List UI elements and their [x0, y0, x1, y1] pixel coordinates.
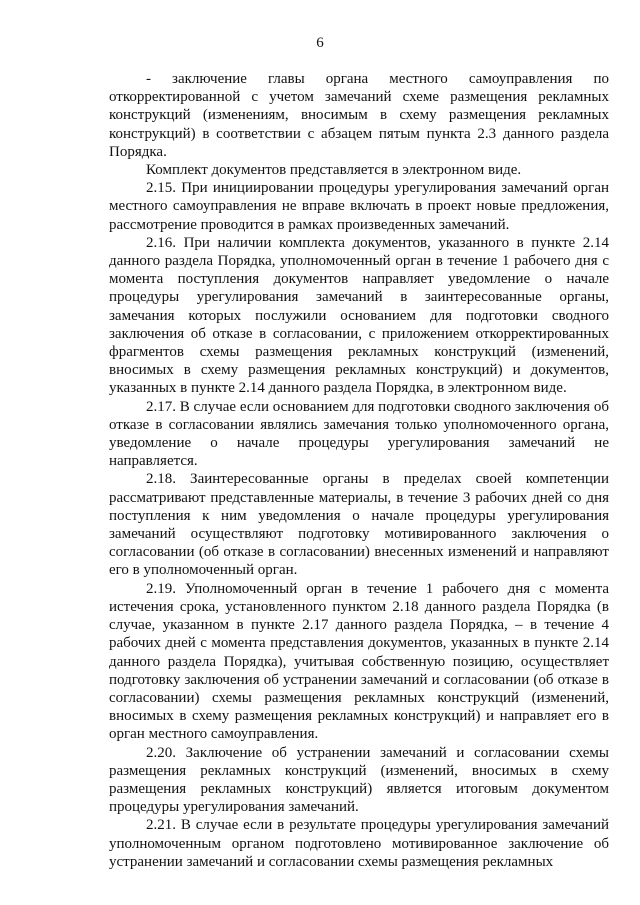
page-number: 6 — [316, 35, 324, 51]
document-body — [109, 70, 609, 871]
paragraph-2-18: 2.18. Заинтересованные органы в пределах своей компетенции рассматривают представленные материалы, в течение 3 рабочих дней со дня поступления к ним уведомления о начале процедуры урегулирования замечаний осуществляют подготовку мотивированного заключения о согласовании (об отказе в согласовании) внесенных изменений и направляют его в уполномоченный орган. — [109, 471, 609, 579]
paragraph-2-20: 2.20. Заключение об устранении замечаний и согласовании схемы размещения рекламных конструкций (изменений, вносимых в схему размещения рекламных конструкций) является итоговым документом процедуры урегулирования замечаний. — [109, 744, 609, 816]
paragraph-2-15: 2.15. При инициировании процедуры урегулирования замечаний орган местного самоуправления не вправе включать в проект новые предложения, рассмотрение проводится в рамках произведенных замечаний. — [109, 180, 609, 233]
paragraph-2-21: 2.21. В случае если в результате процедуры урегулирования замечаний уполномоченным органом подготовлено мотивированное заключение об устранении замечаний и согласовании схемы размещения рекламных — [109, 817, 609, 870]
paragraph-electronic-form: Комплект документов представляется в электронном виде. — [146, 162, 522, 179]
paragraph-2-16: 2.16. При наличии комплекта документов, указанного в пункте 2.14 данного раздела Порядка, уполномоченный орган в течение 1 рабочего дня с момента поступления документов направляет уведомление о начале процедуры урегулирования замечаний в заинтересованные органы, замечания которых послужили основанием для подготовки сводного заключения об отказе в согласовании, с приложением откорректированных фрагментов схемы размещения рекламных конструкций (изменений, вносимых в схему размещения рекламных конструкций) и документов, указанных в пункте 2.14 данного раздела Порядка, в электронном виде. — [109, 234, 609, 397]
paragraph-2-19: 2.19. Уполномоченный орган в течение 1 рабочего дня с момента истечения срока, установленного пунктом 2.18 данного раздела Порядка (в случае, указанном в пункте 2.17 данного раздела Порядка, – в течение 4 рабочих дней с момента представления документов, указанных в пункте 2.14 данного раздела Порядка), учитывая собственную позицию, осуществляет подготовку заключения об устранении замечаний и согласовании (об отказе в согласовании) схемы размещения рекламных конструкций (изменений, вносимых в схему размещения рекламных конструкций) и направляет его в орган местного самоуправления. — [109, 580, 609, 743]
paragraph-2-17: 2.17. В случае если основанием для подготовки сводного заключения об отказе в согласовании являлись замечания только уполномоченного органа, уведомление о начале процедуры урегулирования замечаний не направляется. — [109, 398, 609, 470]
paragraph-conclusion-head: - заключение главы органа местного самоуправления по откорректированной с учетом замечаний схеме размещения рекламных конструкций (изменениям, вносимым в схему размещения рекламных конструкций) в соответствии с абзацем пятым пункта 2.3 данного раздела Порядка. — [109, 71, 609, 160]
